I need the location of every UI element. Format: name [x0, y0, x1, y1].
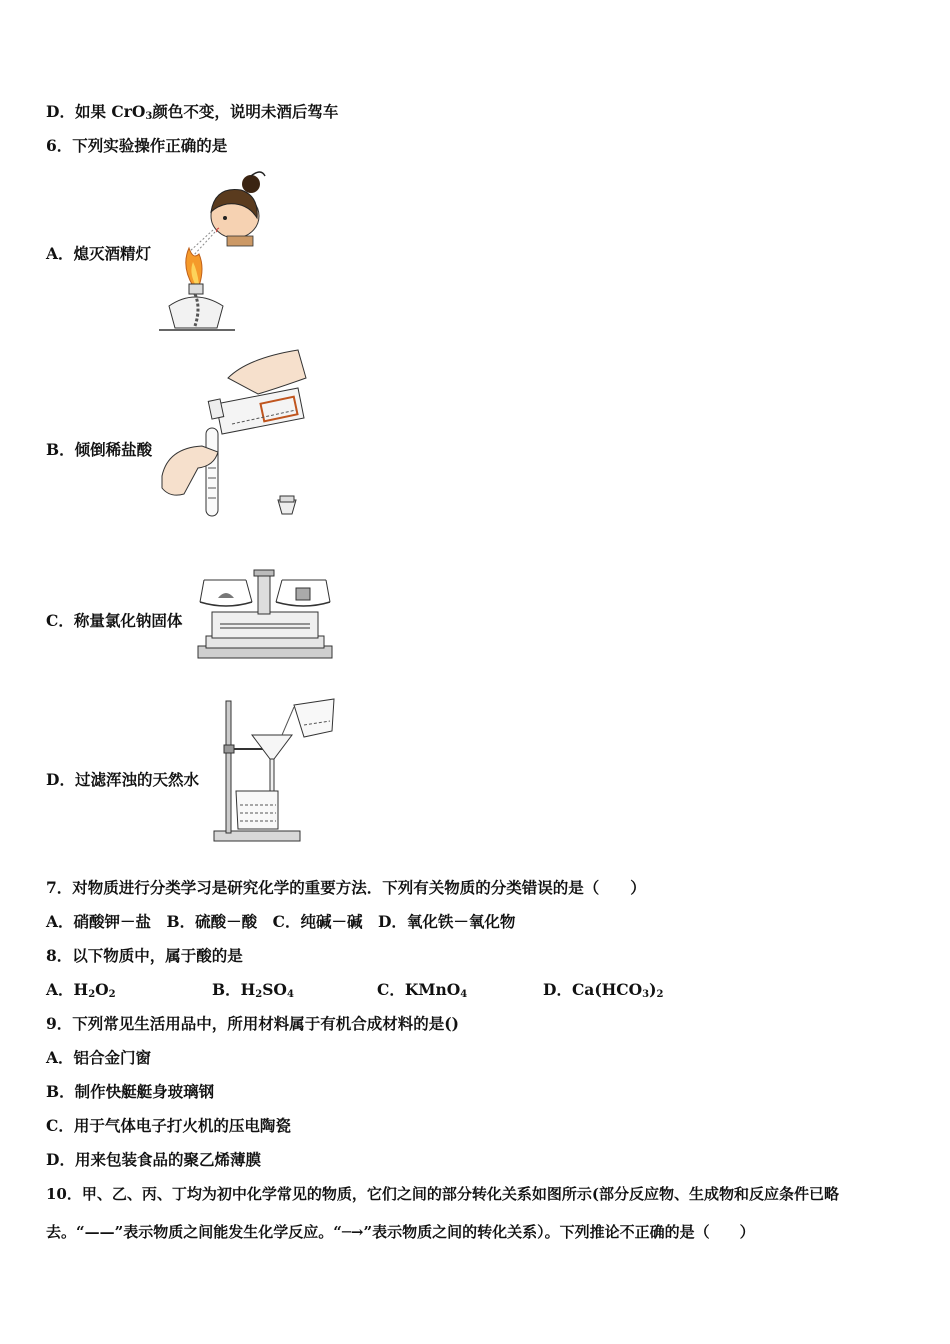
q10-stem-line1: 10．甲、乙、丙、丁均为初中化学常见的物质，它们之间的部分转化关系如图所示(部分反应物、生成物和反应条件已略	[46, 1185, 839, 1203]
q9-option-d: D．用来包装食品的聚乙烯薄膜	[46, 1150, 261, 1169]
filtration-setup-figure	[208, 695, 340, 847]
q10-stem-line2: 去。“——”表示物质之间能发生化学反应。“─→”表示物质之间的转化关系）。下列推论不正确的是（ ）	[46, 1223, 755, 1241]
q8-option-c: C．KMnO$_4$	[377, 980, 468, 1000]
q7-options: A．硝酸钾－盐 B．硫酸－酸 C．纯碱－碱 D．氧化铁－氧化物	[46, 912, 516, 931]
q6-option-b: B．倾倒稀盐酸	[46, 440, 153, 459]
q6-option-d: D．过滤浑浊的天然水	[46, 770, 199, 789]
q8-option-a: A．$H_2O_2$	[46, 980, 116, 1000]
pouring-acid-figure	[158, 348, 308, 523]
q7-stem: 7．对物质进行分类学习是研究化学的重要方法．下列有关物质的分类错误的是（ ）	[46, 878, 646, 897]
q5-option-d: D．如果 CrO$_3$颜色不变，说明未酒后驾车	[46, 102, 339, 122]
q6-stem: 6．下列实验操作正确的是	[46, 136, 228, 155]
q9-stem: 9．下列常见生活用品中，所用材料属于有机合成材料的是()	[46, 1014, 459, 1033]
q9-option-b: B．制作快艇艇身玻璃钢	[46, 1082, 215, 1101]
q9-option-a: A．铝合金门窗	[46, 1048, 152, 1067]
balance-scale-figure	[196, 566, 336, 661]
q8-stem: 8．以下物质中，属于酸的是	[46, 946, 243, 965]
q8-option-d: D．$Ca(HCO_3)_2$	[543, 980, 664, 1000]
q6-option-a: A．熄灭酒精灯	[46, 244, 152, 263]
alcohol-lamp-blowing-figure	[155, 168, 270, 333]
q6-option-c: C．称量氯化钠固体	[46, 611, 183, 630]
q9-option-c: C．用于气体电子打火机的压电陶瓷	[46, 1116, 291, 1135]
q8-option-b: B．$H_2SO_4$	[212, 980, 294, 1000]
